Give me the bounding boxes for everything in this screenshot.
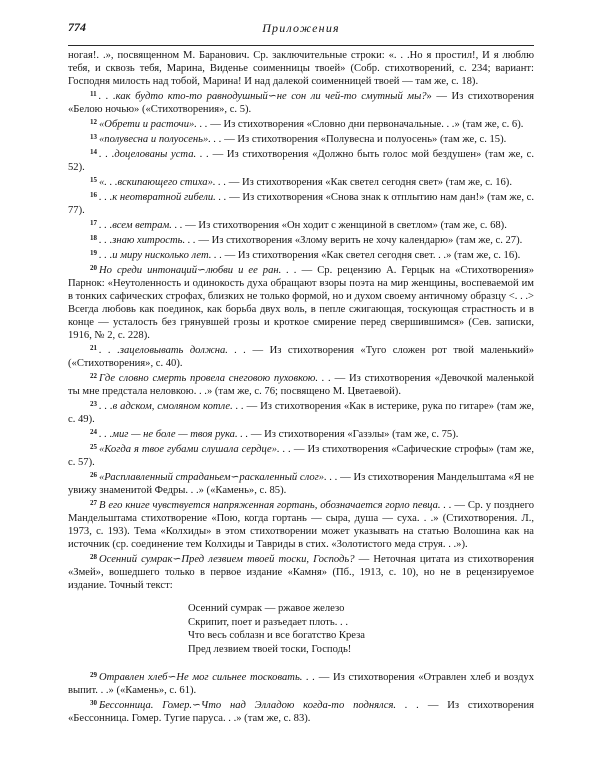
footnote	[68, 426, 534, 441]
footnote-text: — Из стихотворения «Сафические строфы» (там же, с. 57).	[68, 444, 534, 468]
footnote-quote: Осенний сумрак∽Пред лезвием твоей тоски, Господь?	[99, 554, 355, 565]
footnote-number: 30	[90, 699, 97, 707]
footnote-text: — Из стихотворения «Газэлы» (там же, с. 75).	[248, 429, 459, 440]
footnote	[68, 697, 534, 725]
footnote-number: 26	[90, 471, 97, 479]
footnote-quote: . . .миг — не боле — твоя рука. . .	[99, 429, 249, 440]
footnote-quote: «полувесна и полуосень». . .	[99, 134, 222, 145]
footnote-number: 11	[90, 90, 97, 98]
footnote	[68, 131, 534, 146]
footnote	[68, 116, 534, 131]
footnote-text: — Из стихотворения «Туго сложен рот твой маленький» («Стихотворения», с. 40).	[68, 345, 535, 369]
footnote	[68, 441, 534, 469]
footnote	[68, 88, 534, 116]
footnote-text: » — Из стихотворения «Белою ночью» («Стихотворения», с. 5).	[68, 91, 534, 115]
footnote-text: — Из стихотворения «Словно дни первоначальные. . .» (там же, с. 6).	[207, 119, 524, 130]
footnote-quote: Но среди интонаций∽любви и ее ран. . .	[99, 265, 297, 276]
footnote-quote: В его книге чувствуется напряженная гортань, обозначается горло певца. . .	[99, 500, 452, 511]
footnote-text: — Из стихотворения «Как светел сегодня свет» (там же, с. 16).	[226, 177, 512, 188]
footnote-number: 27	[90, 499, 97, 507]
notes-list-continued	[68, 669, 534, 725]
footnote-text: — Из стихотворения «Злому верить не хочу календарю» (там же, с. 27).	[195, 235, 523, 246]
footnote	[68, 174, 534, 189]
footnote	[68, 342, 534, 370]
footnote-number: 18	[90, 234, 97, 242]
footnote-number: 13	[90, 133, 97, 141]
header-rule	[68, 45, 534, 46]
footnote-quote: «Расплавленный страданьем∽раскаленный слог». . .	[99, 472, 338, 483]
running-title: Приложения	[262, 21, 340, 35]
footnote	[68, 262, 534, 342]
footnote-quote: «Когда я твое губами слушала сердце». . .	[99, 444, 291, 455]
footnote-number: 24	[90, 428, 97, 436]
footnote-number: 23	[90, 400, 97, 408]
footnote-number: 29	[90, 671, 97, 679]
footnote-text: — Из стихотворения «Девочкой маленькой ты мне предстала неловкою. . .» (там же, с. 76; посвящено М. Цветаевой).	[68, 373, 534, 397]
footnote-number: 19	[90, 249, 97, 257]
footnote-quote: . . .всем ветрам. . .	[99, 220, 183, 231]
lead-paragraph: ногая!. .», посвященном М. Баранович. Ср. заключительные строки: «. . .Но я простил!, И я люблю тебя, и сквозь тебя, Марина, Виденье соименницы твоей» (Собр. стихотворений, с. 234; вариант: Господня милость над тобой, Марина! И над далекой соименницей твоей — там же, с. 18).	[68, 50, 534, 87]
page-number: 774	[68, 20, 86, 34]
footnote	[68, 217, 534, 232]
footnote	[68, 232, 534, 247]
footnote-text: — Из стихотворения «Должно быть голос мой бездушен» (там же, с. 52).	[68, 149, 534, 173]
footnote-quote: . . .знаю хитрость. . .	[99, 235, 196, 246]
footnote-quote: . . .к неотвратной гибели. . .	[99, 192, 227, 203]
footnote-number: 22	[90, 372, 97, 380]
footnote-quote: . . .зацеловывать должна. . .	[99, 345, 247, 356]
footnote	[68, 398, 534, 426]
footnote-text: — Неточная цитата из стихотворения «Змей», вошедшего только в первое издание «Камня» (Пб., 1913, с. 10), но не в рецензируемое издание. Точный текст:	[68, 554, 534, 591]
footnote-number: 15	[90, 176, 97, 184]
footnote	[68, 370, 534, 398]
notes-body	[68, 49, 534, 725]
footnote-number: 21	[90, 344, 97, 352]
footnote	[68, 669, 534, 697]
footnote-number: 25	[90, 443, 97, 451]
footnote-number: 12	[90, 118, 97, 126]
footnote-text: — Из стихотворения «Как светел сегодня свет. . .» (там же, с. 16).	[222, 250, 521, 261]
footnote	[68, 469, 534, 497]
footnote-number: 17	[90, 219, 97, 227]
footnote-text: — Ср. у позднего Мандельштама стихотворение «Пою, когда гортань — сыра, душа — суха. . .» (Стихотворения. Л., 1973, с. 193). Тема «Колхиды» в этом стихотворении может указывать на статью Волошина как на источник (ср. соединение тем Колхиды и Тавриды в стих. «Золотистого меда струя. . .»).	[68, 500, 534, 550]
footnote-quote: . . .и миру нисколько лет. . .	[99, 250, 222, 261]
running-header	[68, 20, 534, 40]
footnote	[68, 497, 534, 551]
footnote-quote: «Обрети и расточи». . .	[99, 119, 208, 130]
poem-line: Что весь соблазн и все богатство Креза	[188, 630, 365, 641]
footnote	[68, 247, 534, 262]
footnote-text: — Ср. рецензию А. Герцык на «Стихотворения» Парнок: «Неутоленность и одинокость духа обращают взоры поэта на мир женщины, воспеваемой им в тонких сафических строфах, близких не только формой, но и духом своему античному образцу <. . .> Всегда любовь как поединок, как борьба двух воль, в пепле сжигающая, тоскующая страстность и в конце — усталость без грянувшей грозы и кроткое смирение перед свершившимся» (Сев. записки, 1916, № 2, с. 228).	[68, 265, 534, 341]
footnote	[68, 189, 534, 217]
footnote-quote: Отравлен хлеб∽Не мог сильнее тосковать. . .	[99, 672, 316, 683]
poem-line: Скрипит, поет и разъедает плоть. . .	[188, 616, 348, 628]
notes-list	[68, 88, 534, 592]
footnote	[68, 146, 534, 174]
poem-line: Пред лезвием твоей тоски, Господь!	[188, 643, 352, 655]
footnote-number: 28	[90, 553, 97, 561]
poem-line: Осенний сумрак — ржавое железо	[188, 603, 345, 614]
poem-quote	[188, 602, 534, 656]
footnote-text: — Из стихотворения «Отравлен хлеб и воздух выпит. . .» («Камень», с. 61).	[68, 672, 534, 696]
footnote-quote: Бессонница. Гомер.∽Что над Элладою когда-то поднялся. . .	[99, 700, 420, 711]
footnote-quote: . . .как будто кто-то равнодушный∽не сон ли чей-то смутный мы?	[98, 91, 427, 102]
footnote	[68, 551, 534, 592]
footnote-quote: . . .доцелованы уста. . .	[99, 149, 209, 160]
footnote-text: — Из стихотворения «Снова знак к отплытию нам дан!» (там же, с. 77).	[68, 192, 534, 216]
footnote-text: — Из стихотворения «Как в истерике, рука по гитаре» (там же, с. 49).	[68, 401, 534, 425]
footnote-quote: Где словно смерть провела снеговою пуховкою. . .	[99, 373, 331, 384]
footnote-text: — Из стихотворения «Бессонница. Гомер. Тугие паруса. . .» (там же, с. 83).	[68, 700, 534, 724]
footnote-number: 20	[90, 264, 97, 272]
footnote-number: 14	[90, 148, 97, 156]
footnote-text: — Из стихотворения Мандельштама «Я не увижу знаменитой Федры. . .» («Камень», с. 85).	[68, 472, 534, 496]
footnote-text: — Из стихотворения «Полувесна и полуосень» (там же, с. 15).	[221, 134, 507, 145]
footnote-number: 16	[90, 191, 97, 199]
footnote-text: — Из стихотворения «Он ходит с женщиной в светлом» (там же, с. 68).	[182, 220, 507, 231]
footnote-quote: . . .в адском, смоляном котле. . .	[99, 401, 244, 412]
footnote-quote: «. . .вскипающего стиха». . .	[99, 177, 227, 188]
